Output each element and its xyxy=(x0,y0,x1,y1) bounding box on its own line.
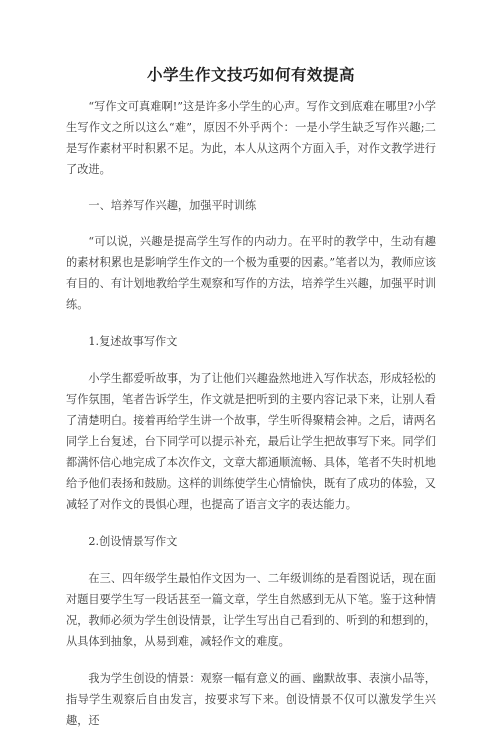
spacer xyxy=(66,315,436,331)
subsection-2-paragraph-1: 在三、四年级学生最怕作文因为一、二年级训练的是看图说话，现在面对题目要学生写一段话甚至一篇文章，学生自然感到无从下笔。鉴于这种情况，教师必须为学生创设情景，让学生写出自己看到的、听到的和想到的，从具体到抽象，从易到难，减轻作文的难度。 xyxy=(66,572,436,648)
spacer xyxy=(66,180,436,195)
spacer xyxy=(66,216,436,231)
spacer xyxy=(66,515,436,531)
document-title: 小学生作文技巧如何有效提高 xyxy=(146,65,355,84)
subsection-2-paragraph-2: 我为学生创设的情景：观察一幅有意义的画、幽默故事、表演小品等，指导学生观察后自由发言，按要求写下来。创设情景不仅可以激发学生兴趣，还 xyxy=(66,672,436,727)
section-1-heading: 一、培养写作兴趣，加强平时训练 xyxy=(88,199,257,212)
intro-paragraph: “写作文可真难啊!”这是许多小学生的心声。写作文到底难在哪里?小学生写作文之所以这么“难”，原因不外乎两个：一是小学生缺乏写作兴趣;二是写作素材平时积累不足。为此，本人从这两个方面入手，对作文教学进行了改进。 xyxy=(66,100,436,176)
section-1-paragraph: “可以说，兴趣是提高学生写作的内动力。在平时的教学中，生动有趣的素材积累也是影响学生作文的一个极为重要的因素。”笔者以为，教师应该有目的、有计划地教给学生观察和写作的方法，培养学生兴趣，加强平时训练。 xyxy=(66,235,436,311)
subsection-1-heading: 1.复述故事写作文 xyxy=(88,335,178,348)
subsection-1-paragraph: 小学生都爱听故事，为了让他们兴趣盎然地进入写作状态，形成轻松的写作氛围，笔者告诉学生，作文就是把听到的主要内容记录下来，让别人看了清楚明白。接着再给学生讲一个故事，学生听得聚精会神。之后，请两名同学上台复述，台下同学可以提示补充，最后让学生把故事写下来。同学们都满怀信心地完成了本次作文，文章大都通顺流畅、具体，笔者不失时机地给予他们表扬和鼓励。这样的训练使学生心情愉快，既有了成功的体验，又减轻了对作文的畏惧心理，也提高了语言文字的表达能力。 xyxy=(66,372,436,511)
spacer xyxy=(66,352,436,368)
spacer xyxy=(66,652,436,668)
spacer xyxy=(66,552,436,568)
subsection-2-heading: 2.创设情景写作文 xyxy=(88,535,178,548)
